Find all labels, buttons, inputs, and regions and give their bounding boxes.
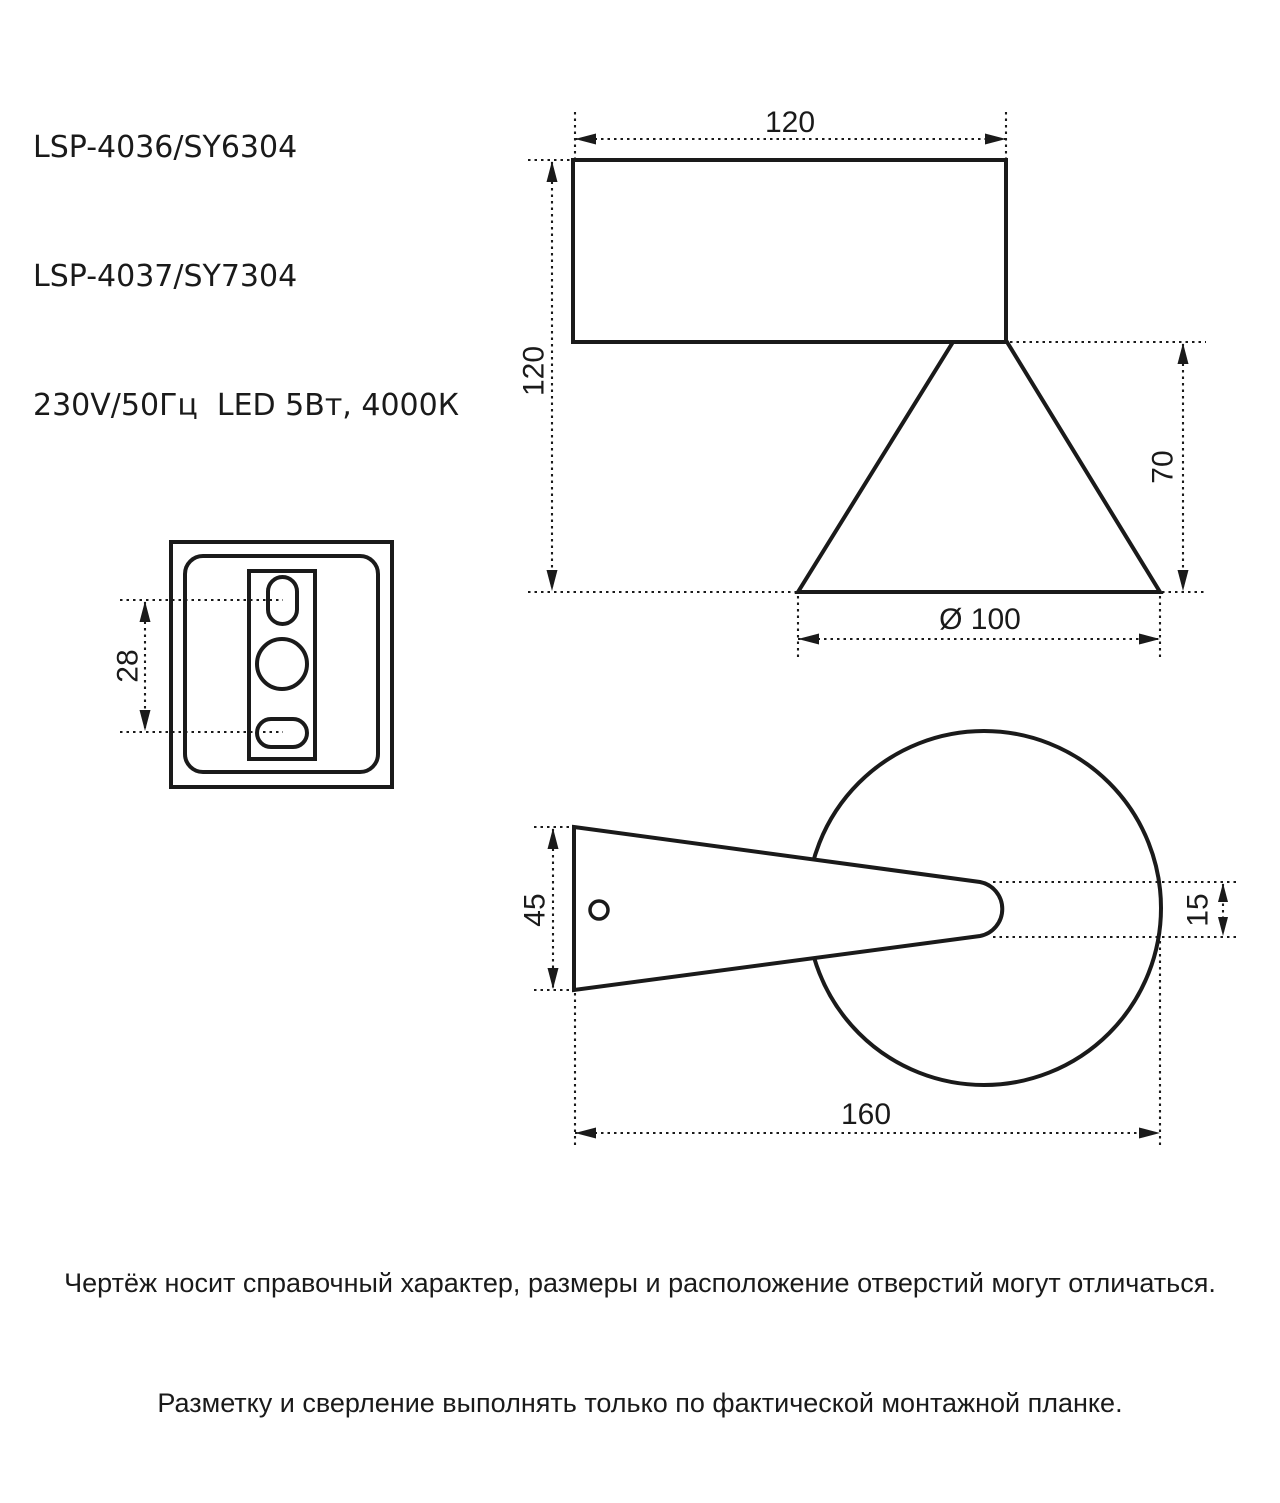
dim-arrow-up-icon — [1178, 343, 1189, 364]
dim-arrow-left-icon — [575, 134, 596, 145]
model-number-2: LSP-4037/SY7304 — [33, 259, 298, 294]
dim-tip-width-label: 15 — [1181, 893, 1215, 927]
dim-bracket-width-label: 45 — [518, 893, 552, 927]
dim-base-diameter-label: Ø 100 — [939, 603, 1021, 636]
dim-arrow-up-icon — [547, 161, 558, 182]
dim-arrow-up-icon — [548, 828, 559, 849]
electrical-specs: 230V/50Гц LED 5Вт, 4000К — [33, 388, 460, 423]
front-view — [518, 106, 1207, 658]
dim-arrow-down-icon — [548, 968, 559, 989]
dim-arrow-right-icon — [1139, 634, 1160, 645]
dim-arrow-down-icon — [1218, 917, 1228, 936]
dim-arrow-down-icon — [140, 710, 151, 731]
cone-shade-outline — [798, 342, 1160, 592]
dim-front-height-label: 120 — [517, 345, 551, 397]
bracket-screw-hole — [590, 901, 608, 919]
disclaimer-line-2: Разметку и сверление выполнять только по фактической монтажной планке. — [157, 1388, 1123, 1418]
dim-arrow-up-icon — [140, 601, 151, 622]
disclaimer-line-1: Чертёж носит справочный характер, размеры и расположение отверстий могут отличаться. — [64, 1268, 1216, 1298]
model-number-1: LSP-4036/SY6304 — [33, 130, 298, 165]
dim-front-width-label: 120 — [764, 106, 816, 139]
dim-arrow-down-icon — [1178, 570, 1189, 591]
dim-arrow-down-icon — [547, 570, 558, 591]
dim-arrow-right-icon — [1139, 1128, 1160, 1139]
cable-hole — [257, 639, 307, 689]
rear-plate-view — [112, 542, 393, 787]
dim-cone-height-label: 70 — [1146, 450, 1180, 484]
top-view — [519, 731, 1238, 1148]
lamp-body-outline — [573, 160, 1006, 342]
dim-arrow-right-icon — [985, 134, 1006, 145]
disclaimer-note — [0, 1183, 1280, 1503]
dim-hole-spacing-label: 28 — [111, 649, 145, 683]
dim-arrow-left-icon — [798, 634, 819, 645]
dim-arrow-left-icon — [575, 1128, 596, 1139]
dim-arrow-up-icon — [1218, 883, 1228, 902]
dim-overall-depth-label: 160 — [840, 1098, 892, 1131]
